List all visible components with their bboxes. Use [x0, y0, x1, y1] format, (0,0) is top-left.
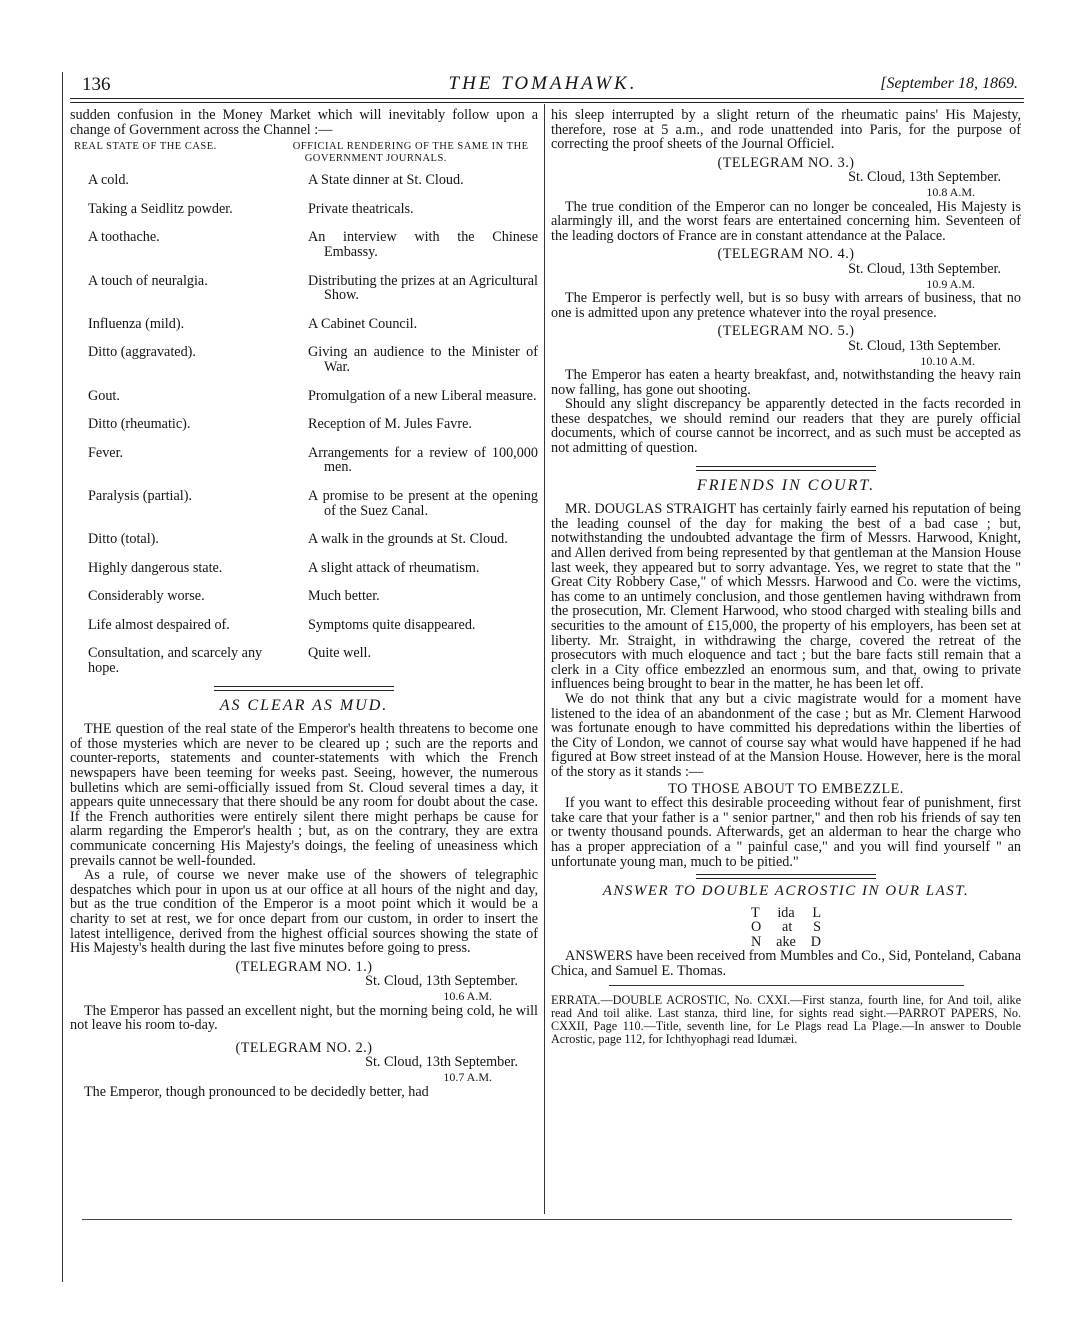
table-row: [70, 230, 538, 259]
official-rendering-cell: A Cabinet Council.: [308, 315, 418, 332]
embezzle-heading: TO THOSE ABOUT TO EMBEZZLE.: [668, 780, 904, 797]
acrostic-part: ake: [776, 933, 796, 950]
telegram-1-text: The Emperor has passed an excellent night, but the morning being cold, he will not leave his room to-day.: [70, 1002, 538, 1034]
telegram-5-place: St. Cloud, 13th September.: [848, 337, 1001, 354]
section-separator: [696, 874, 876, 879]
real-state-cell: Highly dangerous state.: [88, 559, 223, 576]
acrostic-answer: [751, 906, 821, 950]
table-row: [70, 389, 538, 404]
table-row: [70, 646, 538, 675]
continuation-text: his sleep interrupted by a slight return of the rheumatic pains' His Majesty, therefore, rose at 5 a.m., and rode unattended into Paris, for the purpose of correcting the proof sheets of the Journal Officiel.: [551, 107, 1021, 153]
real-state-cell: Gout.: [88, 387, 120, 404]
real-state-cell: Life almost despaired of.: [88, 616, 230, 633]
official-rendering-cell: Quite well.: [308, 645, 372, 662]
telegram-3-place: St. Cloud, 13th September.: [848, 169, 1001, 186]
telegram-2-time: 10.7 A.M.: [443, 1069, 492, 1084]
real-state-cell: Influenza (mild).: [88, 315, 185, 332]
telegram-4-text: The Emperor is perfectly well, but is so busy with arrears of business, that no one is admitted upon any pretence whatever into the royal presence.: [551, 290, 1021, 321]
real-state-cell: Ditto (aggravated).: [88, 344, 196, 361]
telegram-1-time: 10.6 A.M.: [443, 988, 492, 1003]
closing-paragraph: Should any slight discrepancy be apparently detected in the facts recorded in these despatches, we should remind our readers that they are purely official documents, which of course cannot be incorrect, and as such must be accepted as not admitting of question.: [551, 396, 1021, 457]
newspaper-page: [62, 72, 1024, 1282]
telegram-3-heading: (TELEGRAM NO. 3.): [717, 154, 855, 171]
acrostic-part: N: [751, 933, 762, 950]
real-state-cell: Fever.: [88, 444, 124, 461]
official-rendering-cell: A slight attack of rheumatism.: [308, 559, 480, 576]
masthead: THE TOMAHAWK.: [448, 73, 638, 94]
telegram-3-text: The true condition of the Emperor can no longer be concealed, His Majesty is alarmingly ill, and the worst fears are entertained concerning him. Seventeen of the leading doctors of France are in constant attendance at the Palace.: [551, 198, 1021, 244]
comparison-table-header: [70, 141, 538, 165]
page-left-rule: [62, 72, 63, 1282]
header-rule-thin: [70, 102, 1024, 103]
official-rendering-cell: A promise to be present at the opening of the Suez Canal.: [308, 487, 538, 519]
real-state-cell: Consultation, and scarcely any hope.: [88, 645, 263, 677]
telegram-4-place: St. Cloud, 13th September.: [848, 260, 1001, 277]
article-title-answer-acrostic: ANSWER TO DOUBLE ACROSTIC IN OUR LAST.: [602, 883, 970, 900]
table-row: [70, 618, 538, 633]
acrostic-part: ida: [777, 904, 795, 921]
acrostic-part: D: [810, 933, 821, 950]
acrostic-part: O: [751, 919, 762, 936]
errata-rule: [609, 985, 964, 986]
section-separator: [214, 686, 394, 691]
real-state-cell: A cold.: [88, 172, 129, 189]
telegram-3-time: 10.8 A.M.: [926, 184, 975, 199]
real-state-cell: Considerably worse.: [88, 588, 205, 605]
official-rendering-cell: Symptoms quite disappeared.: [308, 616, 476, 633]
table-row: [70, 202, 538, 217]
official-rendering-cell: Reception of M. Jules Favre.: [308, 416, 472, 433]
table-row: [70, 589, 538, 604]
table-row: [70, 561, 538, 576]
table-header-real: REAL STATE OF THE CASE.: [74, 141, 217, 153]
table-row: [70, 532, 538, 547]
real-state-cell: A touch of neuralgia.: [88, 272, 208, 289]
telegram-5-heading: (TELEGRAM NO. 5.): [717, 323, 855, 340]
mud-paragraph-1: THE question of the real state of the Emperor's health threatens to become one of those mysteries which are never to be cleared up ; such are the reports and counter-reports, statements and counter-statements with which the French newspapers have been teeming for weeks past. Seeing, however, the numerous bulletins which are semi-officially issued from St. Cloud several times a day, it appears quite unnecessary that there should be any room for doubt about the case. If the French authorities were entirely silent there might perhaps be cause for alarm regarding the Emperor's health ; but, as on the contrary, they are extra communicate concerning His Majesty's doings, the feeling of uneasiness which prevails cannot be well-founded.: [70, 721, 538, 869]
page-header: [62, 72, 1024, 96]
table-row: [70, 446, 538, 475]
intro-text: sudden confusion in the Money Market which will inevitably follow upon a change of Government across the Channel :—: [70, 107, 538, 138]
errata-text: ERRATA.—DOUBLE ACROSTIC, No. CXXI.—First stanza, fourth line, for And toil, alike read And toil alike. Last stanza, third line, for sights read sight.—PARROT PAPERS, No. CXXII, Page 110.—Title, seventh line, for Le Plags read La Plage.—In answer to Double Acrostic, page 112, for Ichthyophagi read Idumæi.: [551, 992, 1021, 1046]
article-title-friends-in-court: FRIENDS IN COURT.: [696, 476, 876, 494]
table-row: [70, 274, 538, 303]
left-column: [70, 108, 538, 1099]
acrostic-line: [751, 906, 821, 921]
acrostic-part: at: [782, 919, 793, 936]
official-rendering-cell: Arrangements for a review of 100,000 men.: [308, 444, 538, 476]
mud-paragraph-2: As a rule, of course we never make use of the showers of telegraphic despatches which pour in upon us at our office at all hours of the night and day, but as the true condition of the Emperor is a moot point which it would be a charity to set at rest, we for once depart from our custom, in order to insert the latest intelligence, derived from the highest official sources showing the state of His Majesty's health during the last five minutes before going to press.: [70, 867, 538, 957]
telegram-1-heading: (TELEGRAM NO. 1.): [235, 958, 373, 975]
telegram-2-heading: (TELEGRAM NO. 2.): [235, 1039, 373, 1056]
answers-received: ANSWERS have been received from Mumbles and Co., Sid, Ponteland, Cabana Chica, and Samuel E. Thomas.: [551, 948, 1021, 980]
official-rendering-cell: Promulgation of a new Liberal measure.: [308, 387, 537, 404]
table-row: [70, 173, 538, 188]
right-column: [551, 108, 1021, 1046]
official-rendering-cell: A State dinner at St. Cloud.: [308, 172, 464, 189]
official-rendering-cell: Much better.: [308, 588, 380, 605]
telegram-5-time: 10.10 A.M.: [920, 353, 975, 368]
official-rendering-cell: Giving an audience to the Minister of War.: [308, 344, 538, 375]
real-state-cell: Ditto (rheumatic).: [88, 416, 191, 433]
header-rule: [70, 98, 1024, 99]
table-row: [70, 489, 538, 518]
telegram-2-place: St. Cloud, 13th September.: [365, 1054, 518, 1071]
telegram-2-text: The Emperor, though pronounced to be decidedly better, had: [84, 1083, 429, 1100]
real-state-cell: Ditto (total).: [88, 531, 159, 548]
friends-paragraph-2: We do not think that any but a civic magistrate would for a moment have listened to the idea of an abandonment of the case ; but as Mr. Clement Harwood was fortunate enough to have committed his depredations within the liberties of the City of London, we cannot of course say what would have happened if he had figured at Bow street instead of at the Mansion House. However, here is the moral of the story as it stands :—: [551, 690, 1021, 780]
comparison-table: [70, 173, 538, 675]
table-row: [70, 317, 538, 332]
acrostic-line: [751, 935, 821, 950]
column-divider: [544, 104, 545, 1214]
acrostic-part: S: [813, 919, 821, 936]
table-row: [70, 345, 538, 374]
real-state-cell: Taking a Seidlitz powder.: [88, 200, 233, 217]
telegram-5-text: The Emperor has eaten a hearty breakfast, and, notwithstanding the heavy rain now falling, has gone out shooting.: [551, 367, 1021, 398]
friends-paragraph-1: MR. DOUGLAS STRAIGHT has certainly fairly earned his reputation of being the leading counsel of the day for making the best of a bad case ; but, notwithstanding the undoubted advantage the firm of Messrs. Harwood, Knight, and Allen derived from being represented by that gentleman at the Mansion House last week, they appeared but to sorry advantage. Yes, we regret to state that the " Great City Robbery Case," of which Messrs. Harwood and Co. were the victims, has come to an untimely conclusion, and those gentlemen having withdrawn from the prosecution, Mr. Clement Harwood, who stood charged with stealing bills and securities to the amount of £15,000, the property of his employers, has been set at liberty. Mr. Straight, in withdrawing the charge, covered the retreat of the prosecutors with much eloquence and tact ; but the bare facts still remain that a clerk in a City office embezzled an enormous sum, and that, owing to private influences being brought to bear in the matter, he has been let off.: [551, 501, 1021, 693]
telegram-1-place: St. Cloud, 13th September.: [365, 973, 518, 990]
real-state-cell: Paralysis (partial).: [88, 487, 193, 504]
page-bottom-rule: [82, 1219, 1012, 1220]
table-row: [70, 417, 538, 432]
page-number: 136: [82, 74, 111, 95]
official-rendering-cell: Private theatricals.: [308, 200, 414, 217]
official-rendering-cell: Distributing the prizes at an Agricultural Show.: [308, 272, 538, 304]
official-rendering-cell: A walk in the grounds at St. Cloud.: [308, 531, 508, 548]
official-rendering-cell: An interview with the Chinese Embassy.: [308, 229, 538, 260]
issue-date: [September 18, 1869.: [880, 75, 1018, 92]
telegram-4-time: 10.9 A.M.: [926, 276, 975, 291]
real-state-cell: A toothache.: [88, 229, 160, 246]
embezzle-text: If you want to effect this desirable proceeding without fear of punishment, first take care that your father is a " senior partner," and then rob his friends of say ten or twenty thousand pounds. Afterwards, get an alderman to hear the charge who has a proper appreciation of a " painful case," and you will find yourself " an unfortunate young man, much to be pitied.": [551, 795, 1021, 870]
table-header-official: OFFICIAL RENDERING OF THE SAME IN THE GOVERNMENT JOURNALS.: [292, 141, 529, 165]
acrostic-part: L: [812, 904, 821, 921]
section-separator: [696, 466, 876, 471]
acrostic-part: T: [751, 904, 760, 921]
article-title-clear-as-mud: AS CLEAR AS MUD.: [219, 696, 389, 714]
acrostic-line: [751, 920, 821, 935]
telegram-4-heading: (TELEGRAM NO. 4.): [717, 246, 855, 263]
